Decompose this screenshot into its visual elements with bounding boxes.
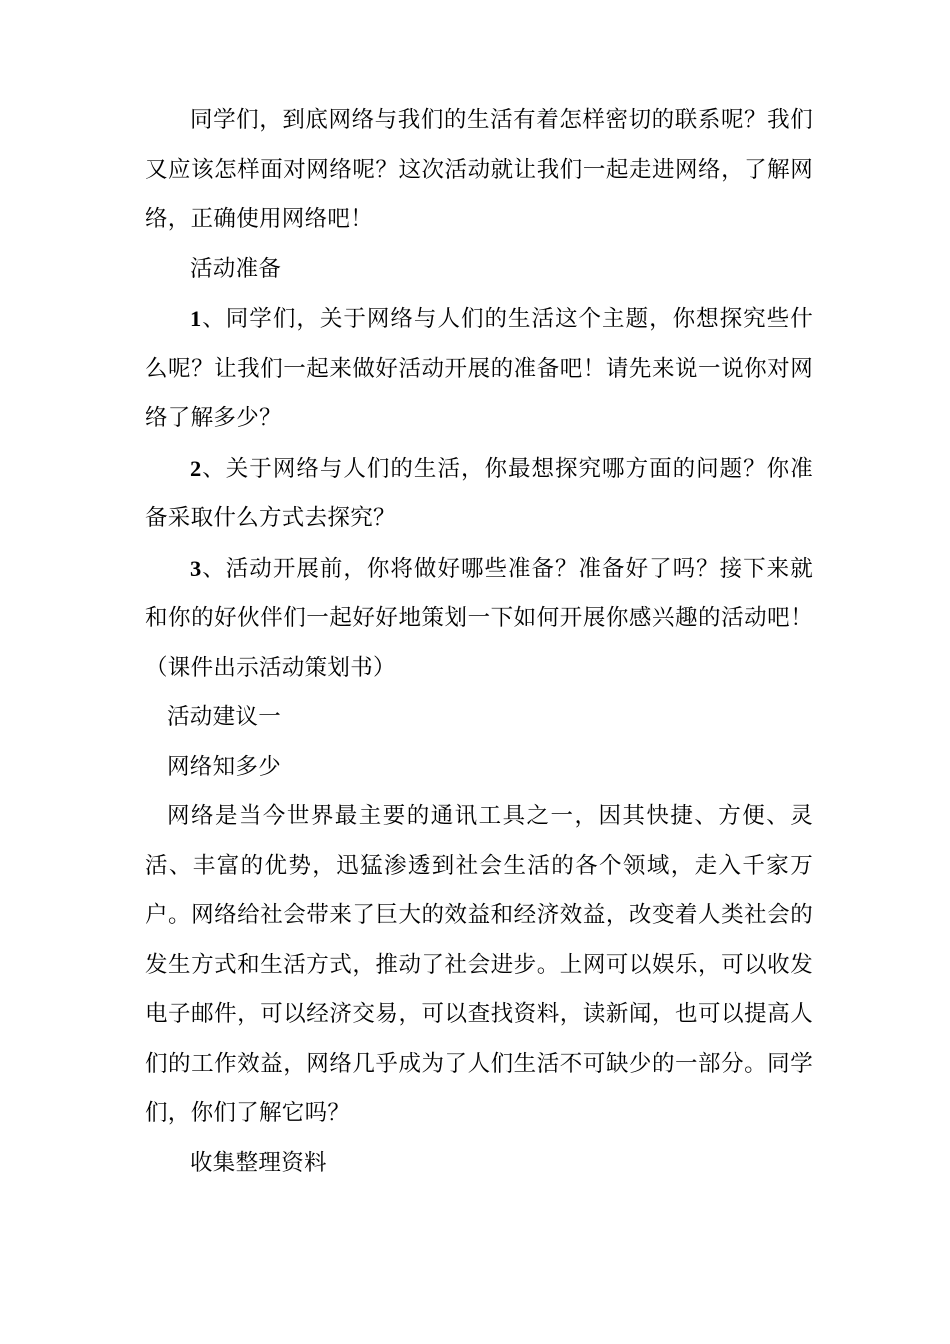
document-body <box>145 96 813 1188</box>
collect-heading: 收集整理资料 <box>190 1149 327 1176</box>
prep-item-2 <box>145 444 813 544</box>
prep-item-1-text: 、同学们，关于网络与人们的生活这个主题，你想探究些什么呢？让我们一起来做好活动开展的准备吧！请先来说一说你对网络了解多少？ <box>145 306 813 431</box>
intro-paragraph: 同学们，到底网络与我们的生活有着怎样密切的联系呢？我们又应该怎样面对网络呢？这次活动就让我们一起走进网络，了解网络，正确使用网络吧！ <box>145 107 813 232</box>
prep-item-2-number: 2 <box>190 455 202 481</box>
suggestion-heading: 活动建议一 <box>167 704 282 730</box>
prep-item-3 <box>145 544 813 694</box>
suggestion-title: 网络知多少 <box>167 753 282 780</box>
prep-item-1 <box>145 294 813 444</box>
body-paragraph: 网络是当今世界最主要的通讯工具之一，因其快捷、方便、灵活、丰富的优势，迅猛渗透到社会生活的各个领域，走入千家万户。网络给社会带来了巨大的效益和经济效益，改变着人类社会的发生方式和生活方式，推动了社会进步。上网可以娱乐，可以收发电子邮件，可以经济交易，可以查找资料，读新闻，也可以提高人们的工作效益，网络几乎成为了人们生活不可缺少的一部分。同学们，你们了解它吗？ <box>145 803 813 1126</box>
prep-heading: 活动准备 <box>190 255 282 282</box>
prep-item-3-text: 、活动开展前，你将做好哪些准备？准备好了吗？接下来就和你的好伙伴们一起好好地策划一下如何开展你感兴趣的活动吧！（课件出示活动策划书） <box>145 555 813 681</box>
prep-item-2-text: 、关于网络与人们的生活，你最想探究哪方面的问题？你准备采取什么方式去探究？ <box>145 455 813 531</box>
prep-item-1-number: 1 <box>190 306 202 331</box>
prep-item-3-number: 3 <box>190 555 202 581</box>
